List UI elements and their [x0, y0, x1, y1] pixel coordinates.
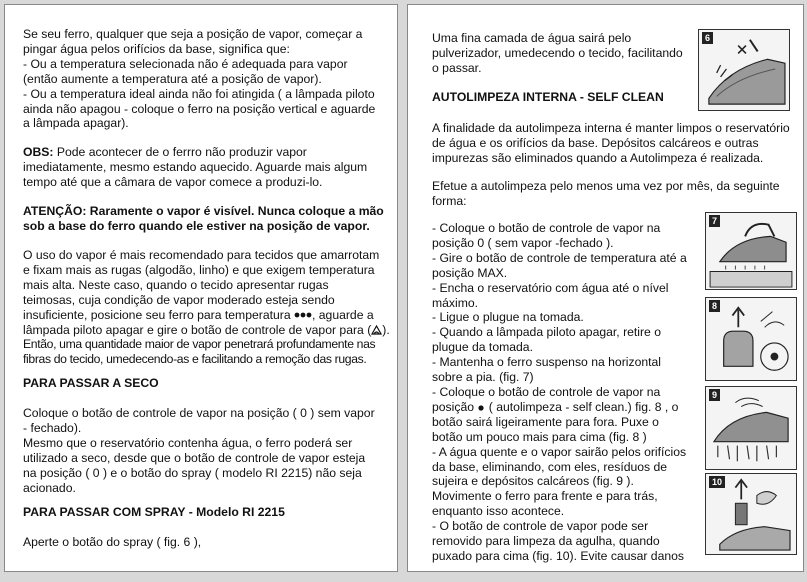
- section-heading-autolimpeza: AUTOLIMPEZA INTERNA - SELF CLEAN: [432, 90, 664, 104]
- steam-max-icon: [371, 325, 382, 335]
- section-heading-spray: PARA PASSAR COM SPRAY - Modelo RI 2215: [23, 505, 285, 519]
- figure-number: 7: [709, 215, 720, 227]
- section-heading-seco: PARA PASSAR A SECO: [23, 376, 159, 390]
- obs-label: OBS:: [23, 145, 54, 159]
- self-clean-steps: - Coloque o botão de controle de vapor na posição 0 ( sem vapor -fechado ). - Gire o botão de controle de temperatura até a posição MAX. - Encha o reservatório com água até o nível máximo. - Ligue o plugue na tomada. - Quando a lâmpada piloto apagar, retire o plugue da tomada. - Mantenha o ferro suspenso na horizontal sobre a pia. (fig. 7) - Coloque o botão de controle de vapor na posição ( autolimpeza - self clean.) fig. 8 , o botão sairá ligeiramente para fora. Puxe o botão um pouco mais para cima (fig. 8 ) - A água quente e o vapor sairão pelos orifícios da base, eliminando, com eles, resíduos de sujeira e depósitos calcáreos (fig. 9 ). Movimente o ferro para frente e para trás, enquanto isso acontece. - O botão de controle de vapor pode ser removido para limpeza da agulha, quando puxado para cima (fig. 10). Evite causar danos: [432, 221, 687, 563]
- vapor-drip-paragraph: Se seu ferro, qualquer que seja a posição de vapor, começar a pingar água pelos orifícios da base, significa que: - Ou a temperatura selecionada não é adequada para vapor (então aumente a temperatura até a posição de vapor). - Ou a temperatura ideal ainda não foi atingida ( a lâmpada piloto ainda não apagou - coloque o ferro na posição vertical e aguarde a lâmpada apagar).: [23, 27, 376, 131]
- figure-number: 9: [709, 389, 720, 401]
- dry-ironing-paragraph: Coloque o botão de controle de vapor na posição ( 0 ) sem vapor - fechado). Mesmo que o reservatório contenha água, o ferro poderá ser utilizado a seco, desde que o botão de controle de vapor esteja na posição ( 0 ) e o botão do spray ( modelo RI 2215) não seja acionado.: [23, 406, 375, 495]
- figure-10: [705, 473, 797, 555]
- left-page: [4, 4, 398, 572]
- figure-number: 6: [702, 32, 713, 44]
- spray-paragraph: Aperte o botão do spray ( fig. 6 ),: [23, 535, 202, 549]
- obs-paragraph: OBS: Pode acontecer de o ferrro não produzir vapor imediatamente, mesmo estando aquecido. Aguarde mais algum tempo até que a câmara de vapor comece a produzi-lo.: [23, 145, 368, 189]
- atencao-warning: ATENÇÃO: Raramente o vapor é visível. Nunca coloque a mão sob a base do ferro quando ele estiver na posição de vapor.: [23, 204, 384, 233]
- steam-usage-paragraph: O uso do vapor é mais recomendado para tecidos que amarrotam e fixam mais as rugas (algodão, linho) e que exigem temperatura mais alta. Neste caso, quando o tecido apresentar rugas teimosas, cuja condição de vapor moderado esteja sendo insuficiente, posicione seu ferro para temperatura , aguarde a lâmpada piloto apagar e gire o botão de controle de vapor para ( ). Então, uma quantidade maior de vapor penetrará profundamente nas fibras do tecido, umedecendo-as e facilitando a remoção das rugas.: [23, 248, 390, 367]
- figure-number: 8: [709, 300, 720, 312]
- right-page: [407, 4, 804, 572]
- figure-8: [705, 297, 797, 381]
- figure-number: 10: [709, 476, 725, 488]
- spray-result-paragraph: Uma fina camada de água sairá pelo pulverizador, umedecendo o tecido, facilitando o passar.: [432, 31, 683, 75]
- figure-9: [705, 386, 797, 470]
- figure-6: [698, 29, 790, 111]
- temperature-three-dots-icon: [294, 311, 312, 319]
- self-clean-frequency-paragraph: Efetue a autolimpeza pelo menos uma vez por mês, da seguinte forma:: [432, 179, 780, 208]
- self-clean-purpose-paragraph: A finalidade da autolimpeza interna é manter limpos o reservatório de água e os orifícios da base. Depósitos calcáreos e outras impurezas são eliminados quando a Autolimpeza é realizada.: [432, 121, 790, 165]
- figure-7: [705, 212, 797, 290]
